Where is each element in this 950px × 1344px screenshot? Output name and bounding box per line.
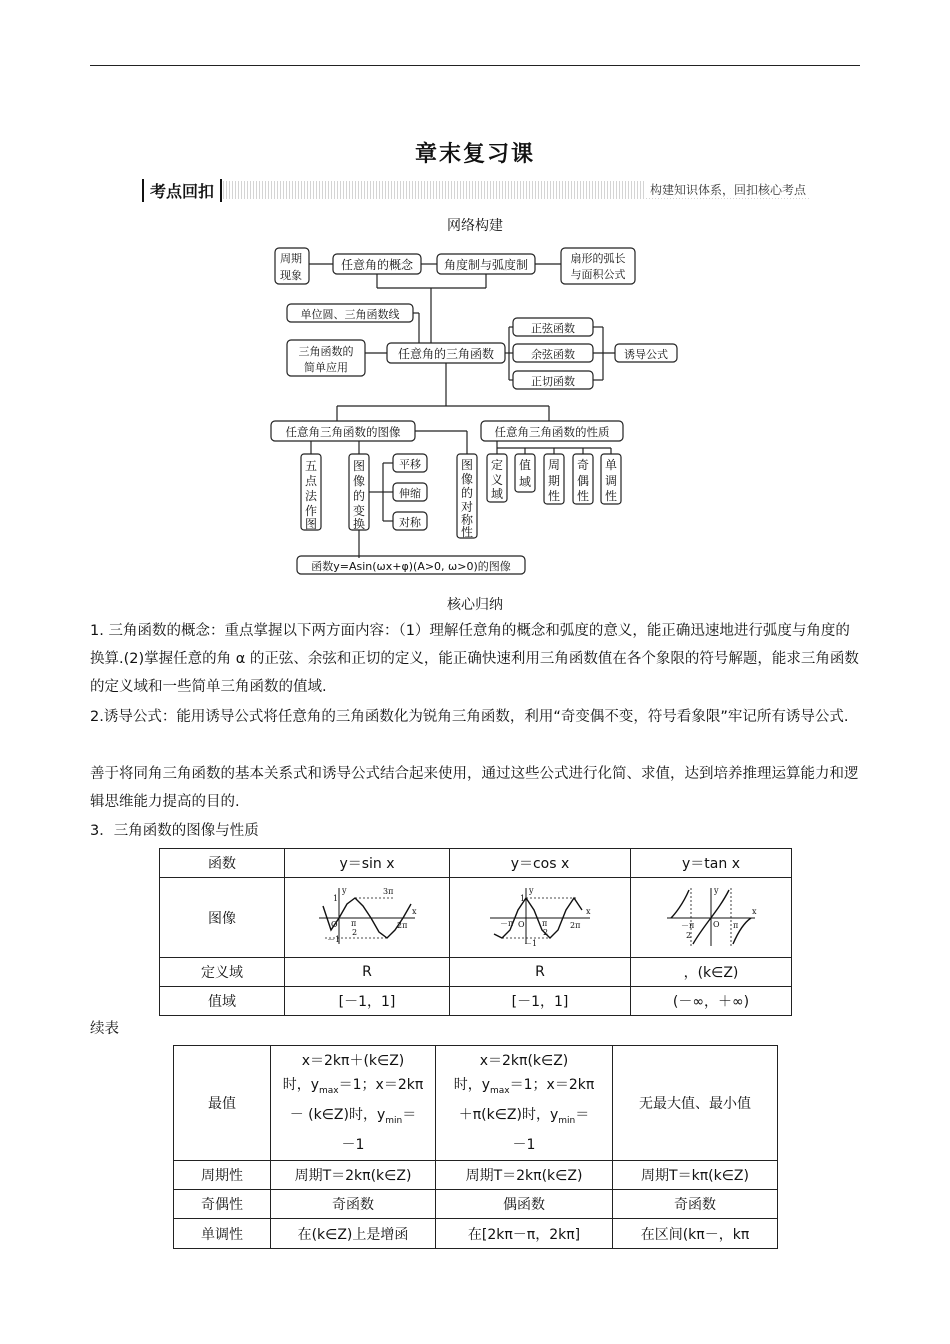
table-cell: (－∞，＋∞) [631,987,792,1016]
table-cell: [－1，1] [450,987,631,1016]
node-any-angle: 任意角的概念 [340,258,414,272]
axis-x-label: x [412,906,417,916]
table-row [174,1046,778,1161]
row-label: 奇偶性 [174,1190,271,1219]
sin-extreme-line-2b: ＝1；x＝2kπ [338,1077,424,1094]
cos-extreme-line-1: x＝2kπ(k∈Z) [479,1053,569,1070]
table-row [174,1219,778,1249]
tan-extreme-cell: 无最大值、最小值 [613,1046,778,1161]
cos-extreme-line-2b: ＝1；x＝2kπ [509,1077,595,1094]
row-label: 定义域 [160,958,285,987]
table-row [160,987,792,1016]
node-periodicity: 周 [547,458,561,472]
node-five-point-c2: 点 [304,474,318,488]
table-cell: 在区间(kπ－，kπ [613,1219,778,1249]
sin-graph-cell [285,878,450,958]
tick-two: 2 [543,927,549,937]
table-cell: [－1，1] [285,987,450,1016]
tick-2pi: 2π [397,920,408,930]
node-symmetric: 对称 [399,516,421,529]
trig-graph-table [159,848,792,1016]
row-label: 最值 [174,1046,271,1161]
table-row [160,849,792,878]
min-subscript: min [558,1115,576,1126]
node-domain: 定 [490,458,504,472]
cos-extreme-line-2: 时，y [453,1077,491,1094]
table-cell: R [285,958,450,987]
node-periodicity-c2: 期 [547,474,561,488]
node-five-point-c3: 法 [304,489,318,503]
tick-one: 1 [333,893,339,903]
tick-pi: π [351,918,357,928]
top-rule [90,65,860,66]
node-transform-c4: 变 [352,504,366,518]
node-transform-c5: 换 [352,517,366,531]
node-transform-c2: 像 [352,474,366,488]
node-sine: 正弦函数 [531,322,575,335]
table-cell: 偶函数 [436,1190,613,1219]
origin-label: O [518,919,525,929]
table-cell: 奇函数 [613,1190,778,1219]
node-graph-symmetry-c2: 像 [460,472,474,486]
table-cell: 周期T＝kπ(k∈Z) [613,1161,778,1190]
table-row [160,878,792,958]
cos-graph-cell [450,878,631,958]
node-periodic: 周期 [280,252,302,265]
header-cell: y＝tan x [631,849,792,878]
node-parity-c3: 性 [576,489,590,503]
sin-extreme-cell [271,1046,436,1161]
node-simple-app-2: 简单应用 [304,361,348,374]
tan-graph-cell [631,878,792,958]
node-tangent: 正切函数 [531,375,575,388]
tick-one: 1 [520,893,526,903]
summary-heading: 核心归纳 [447,597,503,613]
origin-label: O [713,919,720,929]
summary-paragraph-4: 3．三角函数的图像与性质 [90,823,259,839]
table-cell: 在[2kπ－π，2kπ] [436,1219,613,1249]
network-heading: 网络构建 [447,218,503,234]
cos-graph [486,884,594,948]
max-subscript: max [490,1086,510,1096]
node-graph: 任意角三角函数的图像 [285,425,401,439]
node-sector-2: 与面积公式 [570,268,626,281]
node-transform-c3: 的 [352,489,366,503]
node-monotonic: 单 [604,458,618,472]
tick-pi: π [542,918,548,928]
node-simple-app: 三角函数的 [298,345,354,358]
node-domain-c2: 义 [490,473,504,487]
section-tag: 构建知识体系，回扣核心考点 [646,181,810,198]
header-cell: y＝cos x [450,849,631,878]
summary-paragraph-2: 2.诱导公式：能用诱导公式将任意角的三角函数化为锐角三角函数，利用“奇变偶不变，符号看象限”牢记所有诱导公式. [90,709,849,725]
node-domain-c3: 域 [490,487,504,501]
node-five-point-c4: 作 [304,504,318,518]
max-subscript: max [319,1086,339,1096]
node-translate: 平移 [399,458,421,471]
node-induction: 诱导公式 [624,348,668,361]
summary-paragraph-1: 1. 三角函数的概念：重点掌握以下两方面内容：（1）理解任意角的概念和弧度的意义，能正确迅速地进行弧度与角度的换算.(2)掌握任意的角 α 的正弦、余弦和正切的定义，能正确快速利用三角函数值在各个象限的符号解题，能求三角函数的定义域和一些简单三角函数的值域. [90,623,859,695]
tick-2pi: 2π [570,920,581,930]
cos-extreme-line-3: ＋π(k∈Z)时，y [458,1107,559,1123]
node-cosine: 余弦函数 [531,348,575,361]
sin-graph [315,884,419,948]
table-row [160,958,792,987]
node-graph-symmetry-c4: 对 [460,500,474,514]
node-func-graph: 函数y=Asin(ωx+φ)(A>0, ω>0)的图像 [311,560,511,573]
node-graph-symmetry-c5: 称 [460,513,474,527]
table-row [174,1161,778,1190]
sin-extreme-line-4: －1 [341,1136,365,1153]
sin-extreme-line-1: x＝2kπ＋(k∈Z) [301,1053,405,1070]
node-graph-symmetry: 图 [460,458,474,472]
axis-x-label: x [752,906,757,916]
node-monotonic-c2: 调 [604,474,618,488]
knowledge-network-diagram [265,240,685,580]
node-graph-symmetry-c6: 性 [460,525,474,539]
sin-extreme-line-3b: ＝ [402,1107,417,1123]
axis-x-label: x [586,906,591,916]
node-graph-symmetry-c3: 的 [460,486,474,500]
tick-neg-pi: －π [681,920,695,930]
node-periodic-2: 现象 [280,269,302,282]
node-range: 值 [518,458,532,472]
row-label: 图像 [160,878,285,958]
tick-two: 2 [686,930,692,940]
axis-y-label: y [714,885,719,895]
node-range-c2: 域 [518,475,532,489]
cos-extreme-cell [436,1046,613,1161]
node-unit-circle: 单位圆、三角函数线 [300,308,400,321]
table-cell: 奇函数 [271,1190,436,1219]
node-sector: 扇形的弧长 [570,252,626,265]
cos-extreme-line-4: －1 [512,1136,536,1153]
table-cell: 周期T＝2kπ(k∈Z) [271,1161,436,1190]
node-transform: 图 [352,459,366,473]
node-parity-c2: 偶 [576,474,590,488]
table-cell: R [450,958,631,987]
tick-neg-pi: －π [500,918,514,928]
page-title: 章末复习课 [414,142,535,167]
summary-paragraph-3: 善于将同角三角函数的基本关系式和诱导公式结合起来使用，通过这些公式进行化简、求值，达到培养推理运算能力和逻辑思维能力提高的目的. [90,766,859,810]
origin-label: O [331,919,338,929]
node-monotonic-c3: 性 [604,489,618,503]
node-periodicity-c3: 性 [547,489,561,503]
axis-y-label: y [342,885,347,895]
tick-pi: π [733,920,739,930]
table-cell: ，(k∈Z) [631,958,792,987]
node-five-point: 五 [304,459,318,473]
tan-graph [663,884,759,948]
node-trig-any: 任意角的三角函数 [397,347,495,361]
sin-extreme-line-2: 时，y [282,1077,320,1094]
node-parity: 奇 [576,458,590,472]
tick-neg-one: －1 [327,934,341,944]
node-degree-radian: 角度制与弧度制 [443,258,529,272]
tick-two: 2 [352,927,358,937]
table-cell: 在(k∈Z)上是增函 [271,1219,436,1249]
tick-3pi: 3π [383,886,394,896]
section-label: 考点回扣 [142,179,222,202]
table-cell: 周期T＝2kπ(k∈Z) [436,1161,613,1190]
header-cell: y＝sin x [285,849,450,878]
sin-extreme-line-3: － (k∈Z)时，y [289,1107,386,1123]
cos-extreme-line-3b: ＝ [575,1107,590,1123]
continue-label: 续表 [90,1021,119,1037]
header-cell: 函数 [160,849,285,878]
row-label: 周期性 [174,1161,271,1190]
node-property: 任意角三角函数的性质 [494,425,610,439]
row-label: 值域 [160,987,285,1016]
min-subscript: min [385,1115,403,1126]
trig-property-table [173,1045,778,1249]
tick-neg-one: －1 [524,938,538,948]
table-row [174,1190,778,1219]
node-five-point-c5: 图 [304,517,318,531]
axis-y-label: y [529,885,534,895]
row-label: 单调性 [174,1219,271,1249]
node-stretch: 伸缩 [399,487,421,500]
